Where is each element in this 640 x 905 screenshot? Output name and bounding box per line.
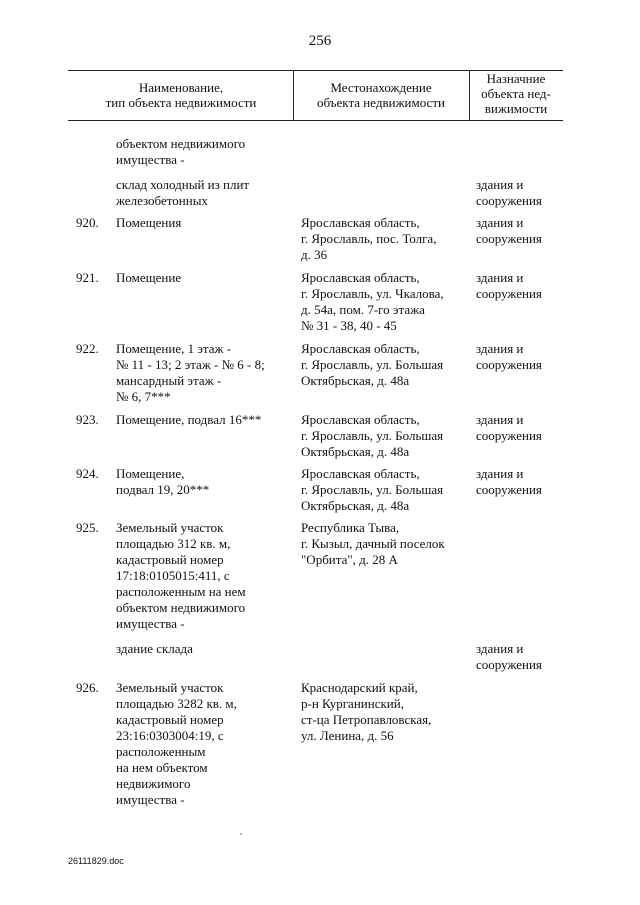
row-number: 921. [76, 270, 99, 285]
row-number: 922. [76, 341, 99, 356]
row-name: объектом недвижимого имущества - [116, 136, 246, 167]
row-name: Помещение, подвал 19, 20*** [116, 466, 210, 497]
scan-speck [240, 833, 242, 835]
row-name: склад холодный из плит железобетонных [116, 177, 250, 208]
row-purpose: здания и сооружения [476, 270, 542, 301]
row-name: Помещения [116, 215, 182, 230]
row-location: Ярославская область, г. Ярославль, ул. Большая Октябрьская, д. 48а [301, 341, 444, 388]
row-location: Республика Тыва, г. Кызыл, дачный поселок "Орбита", д. 28 А [301, 520, 445, 567]
header-purpose: Назначние объекта нед- вижимости [481, 71, 551, 116]
header-name-type: Наименование, тип объекта недвижимости [105, 80, 257, 110]
row-location: Ярославская область, г. Ярославль, ул. Большая Октябрьская, д. 48а [301, 466, 444, 513]
row-location: Ярославская область, г. Ярославль, пос. Толга, д. 36 [301, 215, 437, 262]
row-number: 924. [76, 466, 99, 481]
row-purpose: здания и сооружения [476, 412, 542, 443]
row-location: Ярославская область, г. Ярославль, ул. Большая Октябрьская, д. 48а [301, 412, 444, 459]
row-purpose: здания и сооружения [476, 341, 542, 372]
row-name: Помещение, 1 этаж - № 11 - 13; 2 этаж - № 6 - 8; мансардный этаж - № 6, 7*** [116, 341, 265, 404]
row-number: 925. [76, 520, 99, 535]
row-name: Земельный участок площадью 3282 кв. м, кадастровый номер 23:16:0303004:19, с расположенным на нем объектом недвижимого имущества - [116, 680, 237, 807]
page-number: 256 [308, 33, 332, 49]
table-header-bottom-border [68, 120, 563, 121]
row-location: Ярославская область, г. Ярославль, ул. Чкалова, д. 54а, пом. 7-го этажа № 31 - 38, 40 - 45 [301, 270, 444, 333]
row-purpose: здания и сооружения [476, 215, 542, 246]
row-purpose: здания и сооружения [476, 641, 542, 672]
header-location: Местонахождение объекта недвижимости [317, 80, 445, 110]
row-name: здание склада [116, 641, 193, 656]
row-purpose: здания и сооружения [476, 177, 542, 208]
row-number: 926. [76, 680, 99, 695]
row-number: 920. [76, 215, 99, 230]
row-name: Помещение, подвал 16*** [116, 412, 262, 427]
footer-filename: 26111829.doc [68, 856, 124, 866]
row-name: Помещение [116, 270, 182, 285]
row-number: 923. [76, 412, 99, 427]
row-purpose: здания и сооружения [476, 466, 542, 497]
row-location: Краснодарский край, р-н Курганинский, ст-ца Петропавловская, ул. Ленина, д. 56 [301, 680, 432, 743]
row-name: Земельный участок площадью 312 кв. м, кадастровый номер 17:18:0105015:411, с расположенным на нем объектом недвижимого имущества - [116, 520, 246, 631]
